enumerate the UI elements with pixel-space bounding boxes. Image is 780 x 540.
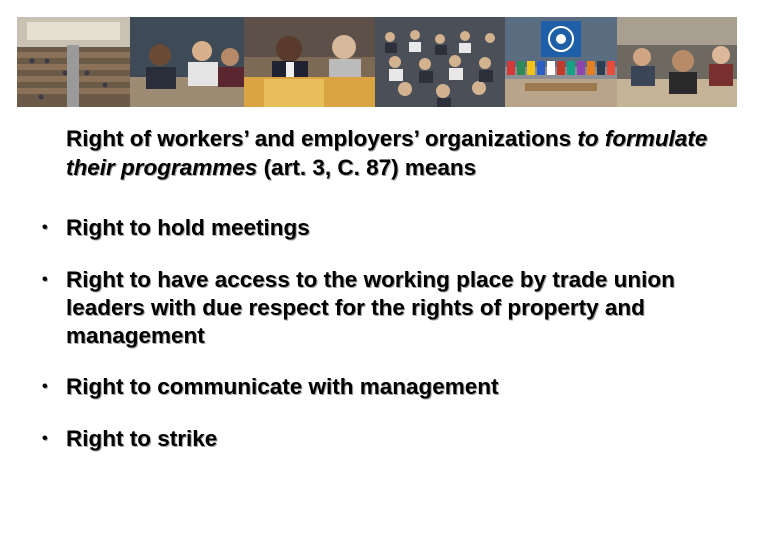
bullet-item-strike: [42, 425, 756, 453]
bullet-marker: •: [42, 271, 48, 288]
heading-text-italic: to formulate their programmes: [66, 126, 708, 180]
ilo-emblem-flags-photo: [505, 17, 617, 107]
bullet-text: Right to hold meetings: [66, 215, 310, 240]
bullet-item-workplace-access: [42, 266, 756, 350]
bullet-item-hold-meetings: [42, 214, 756, 242]
bullet-item-communicate-management: [42, 373, 756, 401]
heading-text-start: Right of workers’ and employers’ organizations: [66, 126, 578, 151]
bullet-text: Right to strike: [66, 426, 218, 451]
bullet-text: Right to have access to the working place by trade union leaders with due respect for the rights of property and management: [66, 267, 675, 348]
heading-text-end: (art. 3, C. 87) means: [257, 155, 477, 180]
bullet-marker: •: [42, 378, 48, 395]
photo-banner: [17, 17, 737, 107]
delegates-seated-photo: [130, 17, 244, 107]
speaker-podium-photo: [244, 17, 375, 107]
bullet-marker: •: [42, 219, 48, 236]
plenary-audience-photo: [375, 17, 505, 107]
bullet-marker: •: [42, 430, 48, 447]
assembly-hall-photo: [17, 17, 130, 107]
bullet-text: Right to communicate with management: [66, 374, 499, 399]
committee-meeting-photo: [617, 17, 737, 107]
slide-heading: [66, 124, 756, 182]
